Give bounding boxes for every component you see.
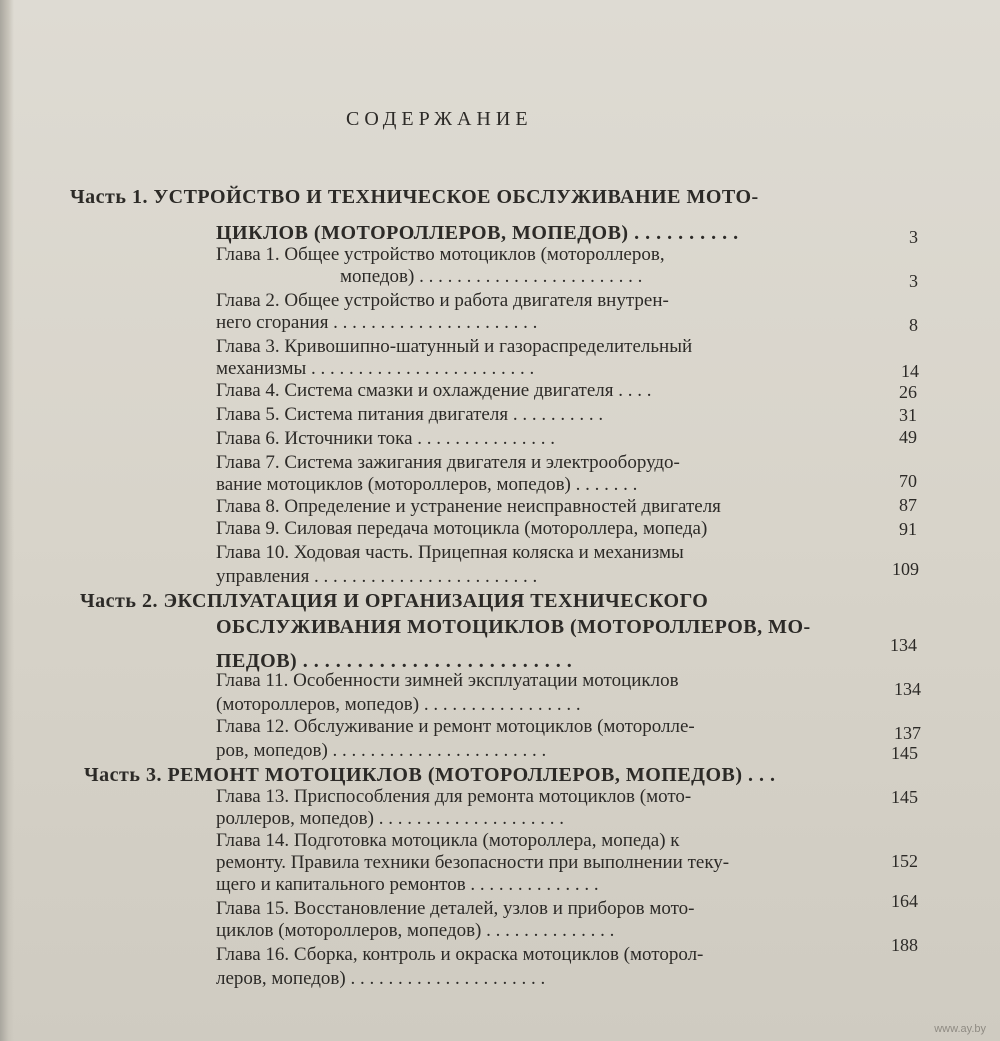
toc-page-number: 164 <box>891 891 918 911</box>
toc-chapter-12-line-1: Глава 12. Обслуживание и ремонт мотоциклов (мотороллe- <box>216 716 695 737</box>
toc-chapter-12-line-2: ров, мопедов) . . . . . . . . . . . . . . . . . . . . . . . <box>216 740 547 761</box>
toc-page-number: 14 <box>901 361 919 381</box>
page-edge-shadow <box>0 0 14 1041</box>
toc-chapter-7-line-2: вание мотоциклов (мотороллеров, мопедов) . . . . . . . <box>216 474 638 495</box>
toc-page-number: 134 <box>894 679 921 699</box>
toc-part-2-line-1: Часть 2. ЭКСПЛУАТАЦИЯ И ОРГАНИЗАЦИЯ ТЕХНИЧЕСКОГО <box>80 590 709 612</box>
toc-part-1-line-2: ЦИКЛОВ (МОТОРОЛЛЕРОВ, МОПЕДОВ) . . . . . . . . . . <box>216 222 739 244</box>
toc-chapter-16-line-1: Глава 16. Сборка, контроль и окраска мотоциклов (моторол- <box>216 944 704 965</box>
toc-chapter-14-line-1: Глава 14. Подготовка мотоцикла (мотороллера, мопеда) к <box>216 830 680 851</box>
toc-chapter-5: Глава 5. Система питания двигателя . . . . . . . . . . <box>216 404 604 425</box>
toc-page-number: 134 <box>890 635 917 655</box>
toc-page-number: 49 <box>899 427 917 447</box>
toc-chapter-1-line-2: мопедов) . . . . . . . . . . . . . . . . . . . . . . . . <box>340 266 643 287</box>
toc-chapter-2-line-1: Глава 2. Общее устройство и работа двигателя внутрен- <box>216 290 669 311</box>
toc-chapter-6: Глава 6. Источники тока . . . . . . . . . . . . . . . <box>216 428 556 449</box>
toc-page-number: 87 <box>899 495 917 515</box>
toc-chapter-15-line-2: циклов (мотороллеров, мопедов) . . . . . . . . . . . . . . <box>216 920 615 941</box>
toc-page-number: 109 <box>892 559 919 579</box>
toc-part-2-line-2: ОБСЛУЖИВАНИЯ МОТОЦИКЛОВ (МОТОРОЛЛЕРОВ, МО- <box>216 616 811 638</box>
toc-page-number: 152 <box>891 851 918 871</box>
toc-chapter-10-line-1: Глава 10. Ходовая часть. Прицепная коляска и механизмы <box>216 542 684 563</box>
toc-page-number: 31 <box>899 405 917 425</box>
toc-part-3: Часть 3. РЕМОНТ МОТОЦИКЛОВ (МОТОРОЛЛЕРОВ, МОПЕДОВ) . . . <box>84 764 776 786</box>
toc-page-number: 137 <box>894 723 921 743</box>
toc-chapter-7-line-1: Глава 7. Система зажигания двигателя и электрооборудо- <box>216 452 680 473</box>
toc-chapter-10-line-2: управления . . . . . . . . . . . . . . . . . . . . . . . . <box>216 566 538 587</box>
toc-chapter-15-line-1: Глава 15. Восстановление деталей, узлов и приборов мото- <box>216 898 695 919</box>
toc-page-number: 188 <box>891 935 918 955</box>
toc-chapter-9: Глава 9. Силовая передача мотоцикла (мотороллера, мопеда) <box>216 518 708 539</box>
toc-part-2-line-3: ПЕДОВ) . . . . . . . . . . . . . . . . . . . . . . . . . <box>216 650 573 672</box>
toc-chapter-3-line-2: механизмы . . . . . . . . . . . . . . . . . . . . . . . . <box>216 358 535 379</box>
toc-part-1-line-1: Часть 1. УСТРОЙСТВО И ТЕХНИЧЕСКОЕ ОБСЛУЖИВАНИЕ МОТО- <box>70 186 759 208</box>
toc-page-number: 3 <box>909 227 918 247</box>
toc-chapter-4: Глава 4. Система смазки и охлаждение двигателя . . . . <box>216 380 652 401</box>
toc-page-number: 26 <box>899 382 917 402</box>
toc-chapter-3-line-1: Глава 3. Кривошипно-шатунный и газораспределительный <box>216 336 693 357</box>
toc-chapter-14-line-2: ремонту. Правила техники безопасности при выполнении теку- <box>216 852 730 873</box>
watermark: www.ay.by <box>934 1023 986 1035</box>
toc-page-number: 8 <box>909 315 918 335</box>
toc-chapter-13-line-2: роллеров, мопедов) . . . . . . . . . . . . . . . . . . . . <box>216 808 564 829</box>
toc-chapter-16-line-2: леров, мопедов) . . . . . . . . . . . . . . . . . . . . . <box>216 968 546 989</box>
toc-page-number: 145 <box>891 787 918 807</box>
toc-chapter-11-line-2: (мотороллеров, мопедов) . . . . . . . . . . . . . . . . . <box>216 694 581 715</box>
toc-page-number: 3 <box>909 271 918 291</box>
toc-chapter-8: Глава 8. Определение и устранение неисправностей двигателя <box>216 496 721 517</box>
toc-chapter-1-line-1: Глава 1. Общее устройство мотоциклов (мотороллеров, <box>216 244 665 265</box>
toc-chapter-14-line-3: щего и капитального ремонтов . . . . . . . . . . . . . . <box>216 874 599 895</box>
toc-page-number: 91 <box>899 519 917 539</box>
toc-chapter-13-line-1: Глава 13. Приспособления для ремонта мотоциклов (мото- <box>216 786 692 807</box>
toc-chapter-11-line-1: Глава 11. Особенности зимней эксплуатации мотоциклов <box>216 670 679 691</box>
toc-page-number: 145 <box>891 743 918 763</box>
toc-chapter-2-line-2: него сгорания . . . . . . . . . . . . . . . . . . . . . . <box>216 312 538 333</box>
page-title: СОДЕРЖАНИЕ <box>346 108 533 130</box>
toc-page-number: 70 <box>899 471 917 491</box>
